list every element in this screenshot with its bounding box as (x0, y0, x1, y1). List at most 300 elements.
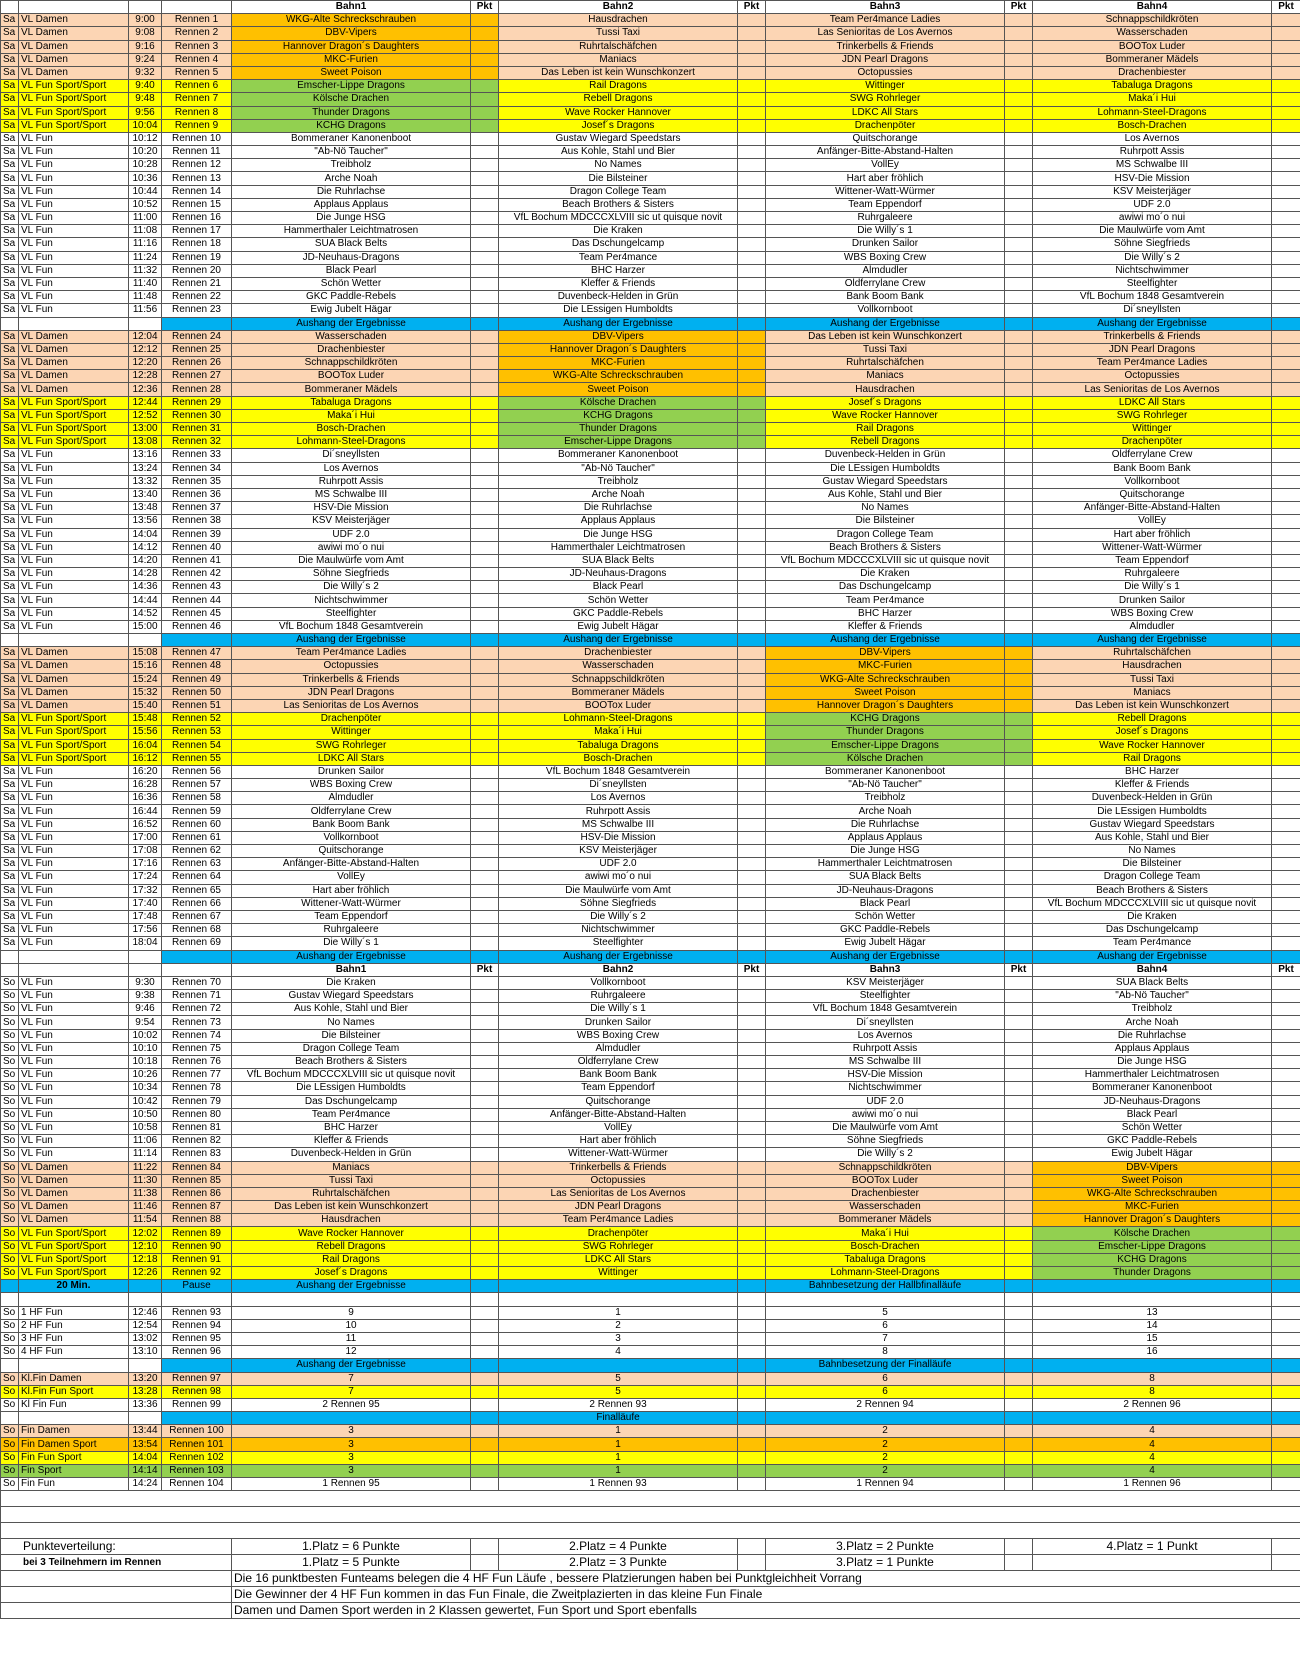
time-cell: 11:56 (129, 304, 162, 317)
pkt-cell (1005, 330, 1033, 343)
pkt-cell (1005, 185, 1033, 198)
race-cell: Rennen 10 (162, 132, 232, 145)
pkt-cell (471, 291, 499, 304)
pkt-cell (471, 1161, 499, 1174)
pkt-cell (471, 739, 499, 752)
pkt-cell (471, 937, 499, 950)
pkt-cell (1005, 1464, 1033, 1477)
time-cell: 10:42 (129, 1095, 162, 1108)
lane-cell: Trinkerbells & Friends (1033, 330, 1272, 343)
lane-cell: Wittener-Watt-Würmer (499, 1148, 738, 1161)
pkt-cell (738, 66, 766, 79)
race-cell: Rennen 85 (162, 1174, 232, 1187)
pkt-cell (1272, 502, 1300, 515)
lane-cell: 2 (766, 1464, 1005, 1477)
lane-cell: Ewig Jubelt Hägar (1033, 1148, 1272, 1161)
pkt-cell (471, 515, 499, 528)
pkt-cell (1272, 396, 1300, 409)
race-cell: Rennen 2 (162, 27, 232, 40)
class-cell: VL Fun (19, 779, 129, 792)
pkt-cell (1272, 291, 1300, 304)
pkt-cell (471, 1451, 499, 1464)
lane-cell: Bank Boom Bank (1033, 462, 1272, 475)
lane-cell: "Ab-Nö Taucher" (1033, 990, 1272, 1003)
lane-cell: Aushang der Ergebnisse (232, 634, 471, 647)
pkt-cell (738, 858, 766, 871)
race-cell: Rennen 40 (162, 541, 232, 554)
lane-cell: 16 (1033, 1346, 1272, 1359)
time-cell: 10:18 (129, 1056, 162, 1069)
class-cell: Fin Fun Sport (19, 1451, 129, 1464)
lane-cell: Sweet Poison (499, 383, 738, 396)
lane-cell: SWG Rohrleger (1033, 409, 1272, 422)
lane-cell (1033, 1293, 1272, 1306)
class-cell: VL Fun (19, 172, 129, 185)
lane-cell: Di´sneyllsten (232, 449, 471, 462)
race-row (1, 1187, 1300, 1200)
lane-cell: Hammerthaler Leichtmatrosen (499, 541, 738, 554)
race-row (1, 924, 1300, 937)
race-row (1, 620, 1300, 633)
time-cell: 15:24 (129, 673, 162, 686)
pkt-cell (738, 304, 766, 317)
pkt-cell (1005, 937, 1033, 950)
lane-cell: UDF 2.0 (1033, 198, 1272, 211)
lane-cell: BHC Harzer (232, 1121, 471, 1134)
points-row-three (1, 1555, 1300, 1571)
pkt-cell (738, 185, 766, 198)
lane-cell: Dragon College Team (499, 185, 738, 198)
time-cell: 13:10 (129, 1346, 162, 1359)
lane-cell: Bahn4 (1033, 963, 1272, 976)
pkt-cell (1272, 449, 1300, 462)
race-row (1, 1372, 1300, 1385)
lane-cell: Die Junge HSG (232, 212, 471, 225)
day-cell: Sa (1, 581, 19, 594)
pkt-cell (1272, 1135, 1300, 1148)
lane-cell: 12 (232, 1346, 471, 1359)
lane-cell: Ruhrtalschäfchen (1033, 647, 1272, 660)
lane-cell: Treibholz (766, 792, 1005, 805)
race-row (1, 1267, 1300, 1280)
pkt-cell (1005, 159, 1033, 172)
time-cell: 11:40 (129, 277, 162, 290)
race-cell: Rennen 89 (162, 1227, 232, 1240)
race-cell: Rennen 5 (162, 66, 232, 79)
lane-cell: Los Avernos (232, 462, 471, 475)
lane-cell: Aushang der Ergebnisse (232, 950, 471, 963)
day-cell: Sa (1, 436, 19, 449)
pkt-cell (738, 1069, 766, 1082)
pkt-cell (471, 976, 499, 989)
pkt-cell (738, 330, 766, 343)
pkt-cell (738, 845, 766, 858)
time-cell (129, 1280, 162, 1293)
time-cell: 9:30 (129, 976, 162, 989)
pkt-cell (1272, 1174, 1300, 1187)
time-cell: 11:16 (129, 238, 162, 251)
class-cell: VL Fun (19, 831, 129, 844)
race-row (1, 937, 1300, 950)
pkt-cell (471, 1201, 499, 1214)
pkt-cell (1005, 1227, 1033, 1240)
race-cell: Rennen 1 (162, 14, 232, 27)
pkt-cell (1272, 607, 1300, 620)
class-cell: VL Fun Sport/Sport (19, 80, 129, 93)
pkt-cell (738, 27, 766, 40)
class-cell: VL Fun (19, 185, 129, 198)
lane-cell: Team Eppendorf (232, 910, 471, 923)
lane-cell (232, 1412, 471, 1425)
lane-cell: Bank Boom Bank (766, 291, 1005, 304)
lane-cell: Söhne Siegfrieds (1033, 238, 1272, 251)
class-cell: Fin Fun (19, 1478, 129, 1491)
pkt-cell (738, 1135, 766, 1148)
lane-cell: UDF 2.0 (232, 528, 471, 541)
race-row (1, 686, 1300, 699)
pkt-cell (738, 594, 766, 607)
class-cell: VL Damen (19, 1214, 129, 1227)
class-cell: VL Damen (19, 40, 129, 53)
race-row (1, 449, 1300, 462)
lane-cell: Tabaluga Dragons (766, 1253, 1005, 1266)
day-cell: So (1, 1135, 19, 1148)
pkt-cell (738, 159, 766, 172)
pkt-cell (1005, 1240, 1033, 1253)
day-cell: Sa (1, 14, 19, 27)
day-cell: So (1, 990, 19, 1003)
header-pkt: Pkt (1005, 1, 1033, 14)
race-rows (1, 14, 1300, 1491)
pkt-cell (1272, 251, 1300, 264)
race-row (1, 1464, 1300, 1477)
pkt-cell (1272, 699, 1300, 712)
lane-cell: Das Leben ist kein Wunschkonzert (1033, 699, 1272, 712)
race-cell: Rennen 60 (162, 818, 232, 831)
pkt-cell (738, 291, 766, 304)
pkt-cell (471, 660, 499, 673)
day-cell: Sa (1, 831, 19, 844)
pkt-cell (1005, 370, 1033, 383)
pkt-cell (738, 1148, 766, 1161)
day-cell: So (1, 1240, 19, 1253)
pkt-cell (1005, 264, 1033, 277)
lane-cell: Dragon College Team (232, 1042, 471, 1055)
lane-cell: Die Bilsteiner (766, 515, 1005, 528)
time-cell (129, 1359, 162, 1372)
lane-cell: Hannover Dragon´s Daughters (232, 40, 471, 53)
pkt-cell (471, 1346, 499, 1359)
lane-cell: Hammerthaler Leichtmatrosen (1033, 1069, 1272, 1082)
lane-cell (766, 1412, 1005, 1425)
lane-cell: Emscher-Lippe Dragons (1033, 1240, 1272, 1253)
lane-cell: Wittener-Watt-Würmer (766, 185, 1005, 198)
pkt-cell (1272, 317, 1300, 330)
pkt-cell (1272, 660, 1300, 673)
day-cell: Sa (1, 172, 19, 185)
lane-cell: Tussi Taxi (232, 1174, 471, 1187)
time-cell: 17:24 (129, 871, 162, 884)
race-row (1, 1082, 1300, 1095)
race-row (1, 1016, 1300, 1029)
lane-cell: 6 (766, 1319, 1005, 1332)
pkt-cell (1272, 66, 1300, 79)
time-cell: 10:28 (129, 159, 162, 172)
pkt-cell (738, 449, 766, 462)
lane-cell: DBV-Vipers (1033, 1161, 1272, 1174)
race-row (1, 581, 1300, 594)
lane-cell: Wave Rocker Hannover (1033, 739, 1272, 752)
pkt-cell (1005, 66, 1033, 79)
day-cell: So (1, 1108, 19, 1121)
day-cell: Sa (1, 40, 19, 53)
lane-cell: Die Willy´s 2 (1033, 251, 1272, 264)
race-row (1, 1240, 1300, 1253)
lane-cell: HSV-Die Mission (766, 1069, 1005, 1082)
lane-cell: LDKC All Stars (232, 752, 471, 765)
day-cell: Sa (1, 673, 19, 686)
race-cell: Rennen 26 (162, 357, 232, 370)
lane-cell: awiwi mo´o nui (499, 871, 738, 884)
lane-cell: Vollkornboot (766, 304, 1005, 317)
race-row (1, 884, 1300, 897)
lane-cell: Treibholz (499, 475, 738, 488)
race-row (1, 1478, 1300, 1491)
pkt-cell (1005, 515, 1033, 528)
lane-cell: Drachenbiester (499, 647, 738, 660)
lane-cell: Ewig Jubelt Hägar (766, 937, 1005, 950)
pkt-cell (471, 1174, 499, 1187)
lane-cell: Duvenbeck-Helden in Grün (232, 1148, 471, 1161)
lane-cell: Drachenpöter (232, 713, 471, 726)
pkt-cell (1272, 845, 1300, 858)
class-cell: VL Fun (19, 1095, 129, 1108)
lane-cell: Drunken Sailor (499, 1016, 738, 1029)
lane-cell: MKC-Furien (232, 53, 471, 66)
lane-cell (1033, 1280, 1272, 1293)
class-cell (19, 634, 129, 647)
pkt-cell (1272, 831, 1300, 844)
day-cell (1, 1412, 19, 1425)
pkt-cell (471, 40, 499, 53)
lane-cell: WKG-Alte Schreckschrauben (766, 673, 1005, 686)
lane-cell: 1 (499, 1438, 738, 1451)
lane-cell: BHC Harzer (499, 264, 738, 277)
class-cell: Kl Fin Fun (19, 1398, 129, 1411)
lane-cell: Die LEssigen Humboldts (499, 304, 738, 317)
pkt-cell (471, 1319, 499, 1332)
pkt-cell (1272, 264, 1300, 277)
race-row (1, 647, 1300, 660)
pkt-cell (1272, 568, 1300, 581)
lane-cell: Das Dschungelcamp (499, 238, 738, 251)
pkt-cell (1005, 673, 1033, 686)
pkt-cell (738, 251, 766, 264)
pkt-cell (738, 409, 766, 422)
race-cell: Rennen 66 (162, 897, 232, 910)
pkt-cell (738, 1306, 766, 1319)
pkt-cell (471, 1214, 499, 1227)
lane-cell: Aushang der Ergebnisse (766, 950, 1005, 963)
pkt-cell (1005, 568, 1033, 581)
class-cell: VL Damen (19, 14, 129, 27)
race-cell: Rennen 100 (162, 1425, 232, 1438)
lane-cell: 7 (232, 1372, 471, 1385)
lane-cell: No Names (766, 502, 1005, 515)
race-row (1, 726, 1300, 739)
lane-cell: 2 (499, 1319, 738, 1332)
lane-cell: Wasserschaden (499, 660, 738, 673)
pkt-cell (471, 1148, 499, 1161)
lane-cell: Quitschorange (1033, 488, 1272, 501)
pkt-cell (471, 752, 499, 765)
pkt-cell (1005, 594, 1033, 607)
lane-cell: Kölsche Drachen (766, 752, 1005, 765)
time-cell: 15:00 (129, 620, 162, 633)
class-cell: VL Damen (19, 647, 129, 660)
note-text: Die Gewinner der 4 HF Fun kommen in das Fun Finale, die Zweitplazierten in das kleine Fun Finale (232, 1587, 1300, 1603)
lane-cell: Drachenpöter (499, 1227, 738, 1240)
time-cell: 9:08 (129, 27, 162, 40)
race-row (1, 436, 1300, 449)
lane-cell: Lohmann-Steel-Dragons (499, 713, 738, 726)
time-cell: 14:12 (129, 541, 162, 554)
day-cell: So (1, 1372, 19, 1385)
class-cell: 1 HF Fun (19, 1306, 129, 1319)
pkt-cell (738, 765, 766, 778)
spacer-cell (1, 1507, 1300, 1523)
time-cell: 13:00 (129, 423, 162, 436)
day-cell: So (1, 1253, 19, 1266)
day-cell: So (1, 1082, 19, 1095)
points-section (1, 1491, 1300, 1619)
class-cell: VL Fun (19, 620, 129, 633)
lane-cell: Black Pearl (232, 264, 471, 277)
pkt-cell (738, 647, 766, 660)
class-cell: VL Fun (19, 251, 129, 264)
lane-cell: BHC Harzer (1033, 765, 1272, 778)
race-cell: Rennen 35 (162, 475, 232, 488)
race-cell: Rennen 25 (162, 343, 232, 356)
pkt-cell (471, 845, 499, 858)
pkt-cell (1005, 40, 1033, 53)
pkt-cell (738, 1332, 766, 1345)
pkt-cell (471, 1412, 499, 1425)
pkt-cell (471, 436, 499, 449)
lane-cell: Ewig Jubelt Hägar (499, 620, 738, 633)
pkt-cell (1272, 1201, 1300, 1214)
pkt-cell (1272, 1069, 1300, 1082)
time-cell: 16:12 (129, 752, 162, 765)
lane-cell: Trinkerbells & Friends (766, 40, 1005, 53)
lane-cell: 1 (499, 1464, 738, 1477)
day-cell: Sa (1, 225, 19, 238)
spacer-cell (1, 1523, 1300, 1539)
lane-cell: Ruhrgaleere (232, 924, 471, 937)
lane-cell: DBV-Vipers (766, 647, 1005, 660)
class-cell: VL Fun Sport/Sport (19, 752, 129, 765)
time-cell: 13:36 (129, 1398, 162, 1411)
pkt-cell (1272, 686, 1300, 699)
time-cell: 11:30 (129, 1174, 162, 1187)
time-cell: 14:20 (129, 554, 162, 567)
pkt-cell (1005, 541, 1033, 554)
race-cell: Rennen 77 (162, 1069, 232, 1082)
pkt-cell (471, 1240, 499, 1253)
lane-cell: Rebell Dragons (1033, 713, 1272, 726)
pkt-cell (471, 317, 499, 330)
class-cell: VL Damen (19, 383, 129, 396)
day-cell: Sa (1, 80, 19, 93)
pkt-cell (738, 119, 766, 132)
lane-cell: 14 (1033, 1319, 1272, 1332)
pkt-cell (738, 277, 766, 290)
lane-cell: HSV-Die Mission (232, 502, 471, 515)
pkt-cell (738, 1108, 766, 1121)
race-cell: Rennen 73 (162, 1016, 232, 1029)
pkt-cell (1005, 1398, 1033, 1411)
class-cell: VL Fun (19, 304, 129, 317)
race-row (1, 805, 1300, 818)
lane-cell: Aushang der Ergebnisse (1033, 634, 1272, 647)
pkt-cell (738, 146, 766, 159)
race-cell: Rennen 9 (162, 119, 232, 132)
pkt-cell (1272, 937, 1300, 950)
lane-cell: Arche Noah (766, 805, 1005, 818)
pkt-cell (738, 1016, 766, 1029)
day-cell: Sa (1, 647, 19, 660)
lane-cell: Die Willy´s 1 (499, 1003, 738, 1016)
pkt-cell (1005, 1056, 1033, 1069)
pkt-cell (1272, 792, 1300, 805)
time-cell: 9:38 (129, 990, 162, 1003)
race-row (1, 1108, 1300, 1121)
pkt-cell (1005, 1201, 1033, 1214)
lane-cell: 6 (766, 1385, 1005, 1398)
race-row (1, 212, 1300, 225)
class-cell: VL Damen (19, 370, 129, 383)
lane-cell: Wittener-Watt-Würmer (232, 897, 471, 910)
lane-cell: 2 Rennen 94 (766, 1398, 1005, 1411)
lane-cell: 7 (232, 1385, 471, 1398)
pkt-cell (1005, 251, 1033, 264)
pkt-cell (1272, 858, 1300, 871)
lane-cell: Die Junge HSG (766, 845, 1005, 858)
pkt-cell (471, 1095, 499, 1108)
lane-cell: Die LEssigen Humboldts (1033, 805, 1272, 818)
lane-cell: Nichtschwimmer (1033, 264, 1272, 277)
pkt-cell (1005, 884, 1033, 897)
class-cell: VL Fun (19, 515, 129, 528)
day-cell: So (1, 1478, 19, 1491)
race-row (1, 1346, 1300, 1359)
lane-cell: Hammerthaler Leichtmatrosen (232, 225, 471, 238)
lane-cell: Emscher-Lippe Dragons (499, 436, 738, 449)
race-cell: Rennen 7 (162, 93, 232, 106)
race-cell: Rennen 6 (162, 80, 232, 93)
race-cell: Rennen 4 (162, 53, 232, 66)
race-row (1, 528, 1300, 541)
lane-cell (499, 1293, 738, 1306)
race-row (1, 317, 1300, 330)
lane-cell: SWG Rohrleger (232, 739, 471, 752)
lane-cell: KCHG Dragons (1033, 1253, 1272, 1266)
lane-cell: Wasserschaden (766, 1201, 1005, 1214)
pkt-cell (1272, 594, 1300, 607)
lane-cell: Dragon College Team (766, 528, 1005, 541)
pkt-cell (1005, 1003, 1033, 1016)
lane-cell: Beach Brothers & Sisters (1033, 884, 1272, 897)
